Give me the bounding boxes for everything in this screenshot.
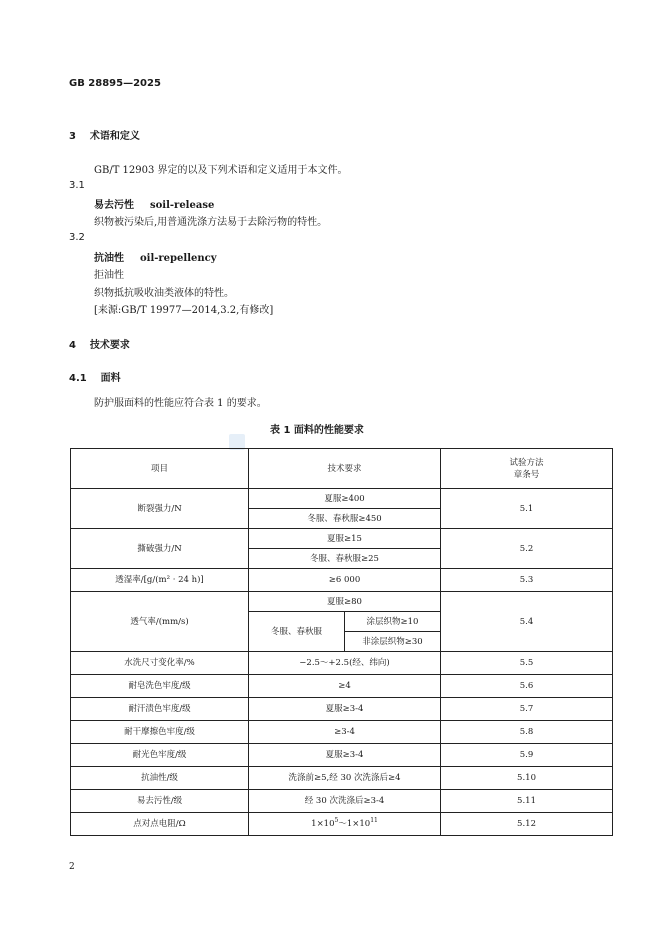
cell-item: 透气率/(mm/s)	[71, 592, 249, 652]
term-source: [来源:GB/T 19977—2014,3.2,有修改]	[94, 305, 274, 316]
term-zh: 易去污性	[94, 200, 134, 211]
cell-method: 5.12	[441, 813, 613, 836]
term-heading	[94, 249, 217, 264]
cell-item: 透湿率/[g/(m² · 24 h)]	[71, 569, 249, 592]
term-number: 3.1	[69, 180, 85, 191]
cell-method: 5.5	[441, 652, 613, 675]
term-heading	[94, 196, 214, 211]
term-number: 3.2	[69, 232, 85, 243]
table-row	[71, 698, 613, 721]
cell-requirement: 夏服≥3-4	[249, 698, 441, 721]
cell-item: 耐干摩擦色牢度/级	[71, 721, 249, 744]
requirements-table	[70, 448, 613, 836]
cell-requirement: 涂层织物≥10	[345, 612, 441, 632]
term-zh: 抗油性	[94, 253, 124, 264]
table-row	[71, 652, 613, 675]
section-number: 4	[69, 340, 76, 351]
cell-requirement: 夏服≥3-4	[249, 744, 441, 767]
table-row	[71, 592, 613, 612]
subsection-text: 防护服面料的性能应符合表 1 的要求。	[94, 398, 267, 409]
cell-requirement: 夏服≥15	[249, 529, 441, 549]
cell-requirement: 冬服、春秋服≥450	[249, 509, 441, 529]
cell-requirement: $1\times 10^5\sim 1\times 10^{11}$	[249, 813, 441, 836]
cell-item: 耐汗渍色牢度/级	[71, 698, 249, 721]
cell-requirement: 洗涤前≥5,经 30 次洗涤后≥4	[249, 767, 441, 790]
cell-requirement: 夏服≥80	[249, 592, 441, 612]
subsection-number: 4.1	[69, 373, 87, 384]
cell-item: 抗油性/级	[71, 767, 249, 790]
table-row	[71, 744, 613, 767]
cell-requirement: −2.5～+2.5(经、纬向)	[249, 652, 441, 675]
section-3-heading	[69, 127, 140, 142]
term-definition: 织物被污染后,用普通洗涤方法易于去除污物的特性。	[94, 217, 328, 228]
standard-number: GB 28895—2025	[69, 78, 161, 89]
term-en: soil-release	[150, 200, 215, 211]
table-row	[71, 675, 613, 698]
section-title: 技术要求	[89, 340, 130, 351]
cell-item: 易去污性/级	[71, 790, 249, 813]
section-4-heading	[69, 336, 130, 351]
cell-requirement: 冬服、春秋服≥25	[249, 549, 441, 569]
table-row	[71, 721, 613, 744]
cell-requirement: 非涂层织物≥30	[345, 632, 441, 652]
cell-method: 5.11	[441, 790, 613, 813]
page-number: 2	[69, 862, 75, 872]
term-en: oil-repellency	[140, 253, 217, 264]
section-number: 3	[69, 131, 76, 142]
cell-item: 点对点电阻/Ω	[71, 813, 249, 836]
cell-method: 5.9	[441, 744, 613, 767]
cell-requirement: ≥6 000	[249, 569, 441, 592]
header-item: 项目	[71, 449, 249, 489]
term-definition: 织物抵抗吸收油类液体的特性。	[94, 288, 234, 299]
table-row	[71, 790, 613, 813]
cell-requirement: ≥4	[249, 675, 441, 698]
table-row	[71, 569, 613, 592]
table-row	[71, 767, 613, 790]
cell-requirement: 夏服≥400	[249, 489, 441, 509]
header-requirement: 技术要求	[249, 449, 441, 489]
cell-method: 5.8	[441, 721, 613, 744]
section-3-intro: GB/T 12903 界定的以及下列术语和定义适用于本文件。	[94, 165, 348, 176]
cell-requirement-group: 冬服、春秋服	[249, 612, 345, 652]
cell-requirement: ≥3-4	[249, 721, 441, 744]
cell-method: 5.6	[441, 675, 613, 698]
cell-item: 耐皂洗色牢度/级	[71, 675, 249, 698]
cell-item: 断裂强力/N	[71, 489, 249, 529]
cell-item: 耐光色牢度/级	[71, 744, 249, 767]
table-row	[71, 489, 613, 509]
table-header-row	[71, 449, 613, 489]
term-admitted: 拒油性	[94, 270, 124, 281]
cell-method: 5.7	[441, 698, 613, 721]
cell-item: 水洗尺寸变化率/%	[71, 652, 249, 675]
cell-method: 5.2	[441, 529, 613, 569]
header-method: 试验方法 章条号	[441, 449, 613, 489]
table-row	[71, 529, 613, 549]
section-title: 术语和定义	[89, 131, 140, 142]
cell-method: 5.10	[441, 767, 613, 790]
subsection-4-1-heading	[69, 369, 121, 384]
cell-requirement: 经 30 次洗涤后≥3-4	[249, 790, 441, 813]
cell-method: 5.4	[441, 592, 613, 652]
table-caption: 表 1 面料的性能要求	[270, 425, 364, 436]
cell-item: 撕破强力/N	[71, 529, 249, 569]
table-row	[71, 813, 613, 836]
subsection-title: 面料	[100, 373, 121, 384]
cell-method: 5.3	[441, 569, 613, 592]
cell-method: 5.1	[441, 489, 613, 529]
